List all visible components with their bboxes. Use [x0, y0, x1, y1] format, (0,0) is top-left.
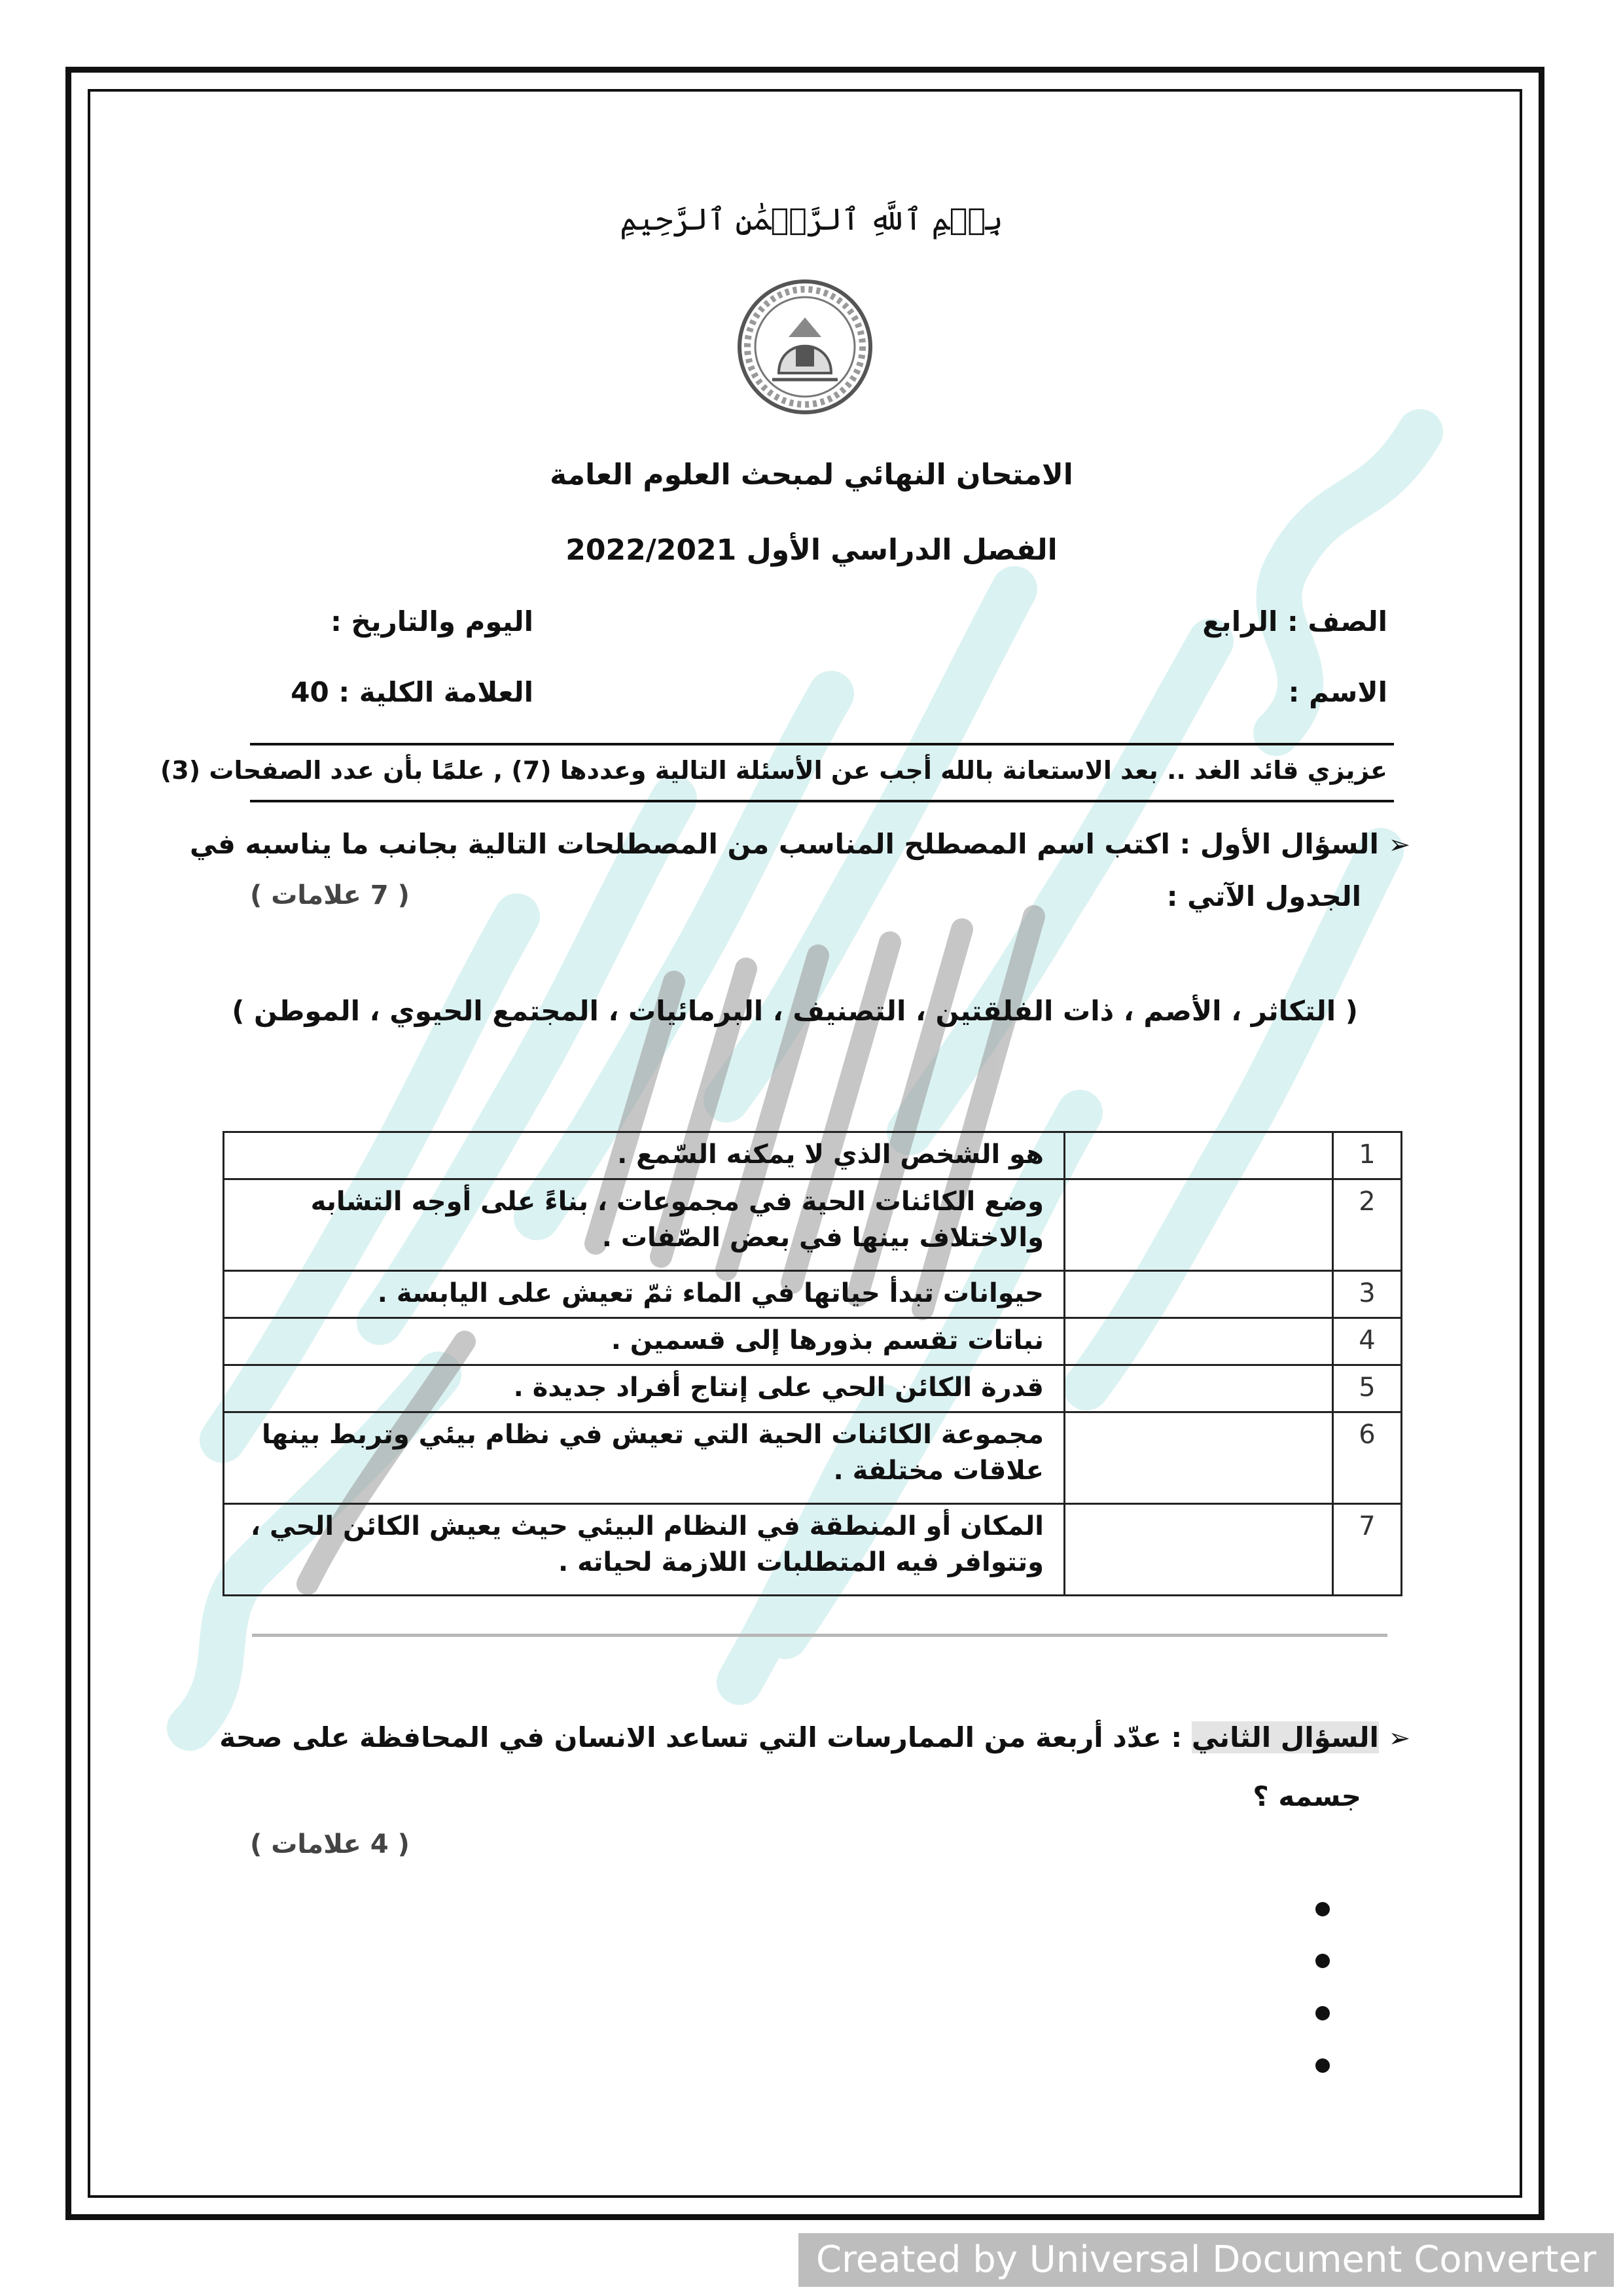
definition-cell: هو الشخص الذي لا يمكنه السّمع . — [224, 1132, 1065, 1179]
student-name-field: الاسم : — [1288, 676, 1387, 708]
table-row — [224, 1504, 1402, 1596]
jordan-ministry-emblem-icon — [733, 275, 877, 419]
table-row — [224, 1365, 1402, 1412]
definition-cell: نباتات تقسم بذورها إلى قسمين . — [224, 1318, 1065, 1365]
instructions-top-rule — [250, 743, 1394, 745]
instructions-bottom-rule — [250, 800, 1394, 802]
terms-table — [223, 1131, 1402, 1596]
answer-bullet — [1315, 1902, 1330, 1916]
arrow-bullet-icon: ➢ — [1388, 830, 1410, 860]
question2-line2: جسمه ؟ — [1253, 1780, 1361, 1812]
answer-cell[interactable] — [1065, 1132, 1333, 1179]
section-separator — [252, 1634, 1387, 1637]
answer-bullet — [1315, 2006, 1330, 2020]
row-number: 1 — [1333, 1132, 1402, 1179]
definition-cell: مجموعة الكائنات الحية التي تعيش في نظام بيئي وتربط بينها علاقات مختلفة . — [224, 1412, 1065, 1504]
row-number: 3 — [1333, 1271, 1402, 1318]
table-row — [224, 1179, 1402, 1271]
definition-cell: حيوانات تبدأ حياتها في الماء ثمّ تعيش على اليابسة . — [224, 1271, 1065, 1318]
table-row — [224, 1132, 1402, 1179]
row-number: 7 — [1333, 1504, 1402, 1596]
answer-cell[interactable] — [1065, 1504, 1333, 1596]
arrow-bullet-icon: ➢ — [1388, 1723, 1410, 1753]
table-row — [224, 1412, 1402, 1504]
answer-cell[interactable] — [1065, 1412, 1333, 1504]
exam-title: الامتحان النهائي لمبحث العلوم العامة — [550, 458, 1073, 492]
answer-bullet — [1315, 1954, 1330, 1968]
question1-prompt: السؤال الأول : اكتب اسم المصطلح المناسب من المصطلحات التالية بجانب ما يناسبه في — [189, 828, 1379, 860]
definition-cell: المكان أو المنطقة في النظام البيئي حيث يعيش الكائن الحي ، وتتوافر فيه المتطلبات اللازمة لحياته . — [224, 1504, 1065, 1596]
instructions: عزيزي قائد الغد .. بعد الاستعانة بالله أجب عن الأسئلة التالية وعددها (7) , علمًا بأن عدد الصفحات (3) — [160, 756, 1387, 785]
answer-cell[interactable] — [1065, 1271, 1333, 1318]
converter-watermark-footer: Created by Universal Document Converter — [798, 2233, 1614, 2287]
definition-cell: وضع الكائنات الحية في مجموعات ، بناءً على أوجه التشابه والاختلاف بينها في بعض الصّفات . — [224, 1179, 1065, 1271]
definition-cell: قدرة الكائن الحي على إنتاج أفراد جديدة . — [224, 1365, 1065, 1412]
answer-bullet — [1315, 2058, 1330, 2073]
table-row — [224, 1271, 1402, 1318]
question1-line2: الجدول الآتي : — [1166, 880, 1361, 912]
row-number: 5 — [1333, 1365, 1402, 1412]
question1-line1 — [190, 828, 1410, 860]
table-row — [224, 1318, 1402, 1365]
question2-line1 — [219, 1721, 1410, 1753]
question1-marks: ( 7 علامات ) — [250, 880, 410, 910]
answer-cell[interactable] — [1065, 1318, 1333, 1365]
date-field: اليوم والتاريخ : — [330, 605, 533, 637]
row-number: 4 — [1333, 1318, 1402, 1365]
question2-prompt: : عدّد أربعة من الممارسات التي تساعد الانسان في المحافظة على صحة — [219, 1721, 1192, 1753]
exam-semester: الفصل الدراسي الأول 2022/2021 — [565, 533, 1058, 567]
bismillah: بِسۡمِ ٱللَّهِ ٱلرَّحۡمَٰنِ ٱلرَّحِيمِ — [620, 202, 1003, 237]
total-mark: العلامة الكلية : 40 — [291, 676, 533, 708]
row-number: 6 — [1333, 1412, 1402, 1504]
row-number: 2 — [1333, 1179, 1402, 1271]
terms-list: ( التكاثر ، الأصم ، ذات الفلقتين ، التصنيف ، البرمائيات ، المجتمع الحيوي ، الموطن ) — [232, 995, 1358, 1027]
grade-field: الصف : الرابع — [1202, 605, 1387, 637]
answer-cell[interactable] — [1065, 1179, 1333, 1271]
question2-label: السؤال الثاني — [1191, 1721, 1379, 1753]
answer-cell[interactable] — [1065, 1365, 1333, 1412]
question2-marks: ( 4 علامات ) — [250, 1829, 410, 1859]
